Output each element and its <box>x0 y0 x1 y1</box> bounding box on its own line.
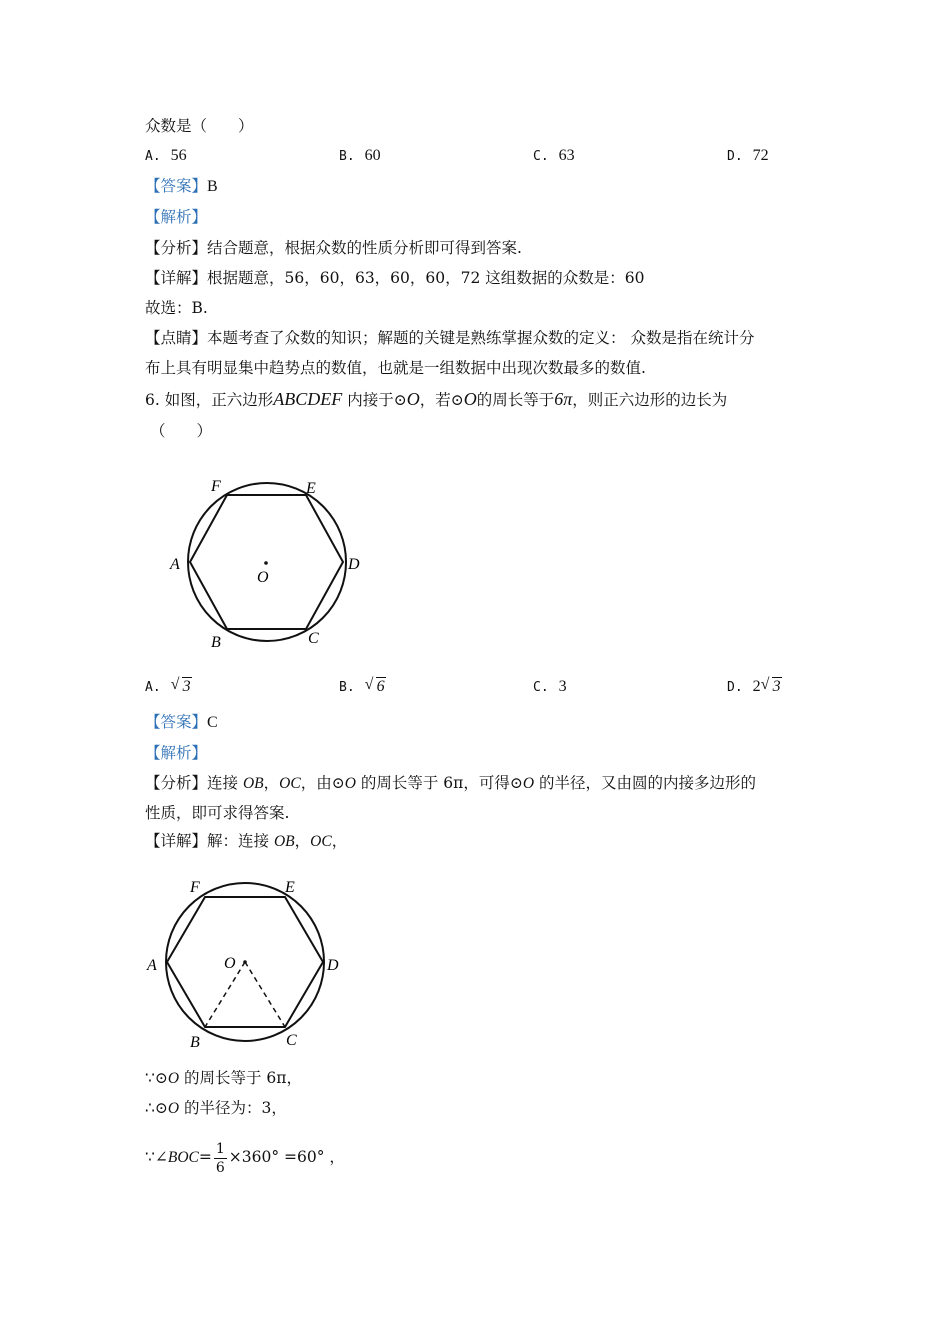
label-e-2: E <box>285 879 295 896</box>
q6-analysis-tag: 【解析】 <box>145 744 208 762</box>
label-b-2: B <box>190 1034 200 1051</box>
q6-step3: ∵∠BOC= $\frac{1}{6}$ ×360° =60° ， <box>145 1140 345 1176</box>
label-f-2: F <box>190 879 200 896</box>
q5-option-d: D. 72 <box>727 147 769 164</box>
q6-option-b: B. √ 6 <box>339 676 385 695</box>
q6-step2: ∴⊙O 的半径为：3， <box>145 1099 287 1117</box>
label-a-2: A <box>147 957 157 974</box>
q5-xiangjie: 【详解】根据题意，56，60，63，60，60，72 这组数据的众数是：60 <box>145 269 645 287</box>
fraction-one-sixth: $\frac{1}{6}$ <box>215 1140 225 1176</box>
q5-fenxi: 【分析】结合题意，根据众数的性质分析即可得到答案. <box>145 239 522 257</box>
q5-dianjing-line2: 布上具有明显集中趋势点的数值，也就是一组数据中出现次数最多的数值. <box>145 359 646 377</box>
q5-gu-xuan: 故选：B. <box>145 299 208 317</box>
q5-option-c: C. 63 <box>533 147 575 164</box>
label-c-2: C <box>286 1032 297 1049</box>
q6-option-d: D. 2 √ 3 <box>727 676 781 695</box>
label-e: E <box>306 480 316 497</box>
label-d-2: D <box>327 957 339 974</box>
label-o-2: O <box>224 955 236 972</box>
label-c: C <box>308 630 319 647</box>
q5-option-a: A. 56 <box>145 147 187 164</box>
q5-option-b: B. 60 <box>339 147 381 164</box>
q5-answer: 【答案】B <box>145 177 218 195</box>
q5-analysis-tag: 【解析】 <box>145 208 208 226</box>
q6-stem: 6. 如图，正六边形ABCDEF 内接于⊙O，若⊙O的周长等于6π，则正六边形的边长为 <box>145 389 728 409</box>
center-dot-2 <box>243 960 247 964</box>
label-a: A <box>170 556 180 573</box>
center-dot <box>264 561 268 565</box>
segment-oc <box>245 962 285 1027</box>
label-d: D <box>348 556 360 573</box>
q6-figure-solution <box>140 870 355 1055</box>
q6-option-a: A. √ 3 <box>145 676 191 695</box>
q6-answer: 【答案】C <box>145 713 218 731</box>
label-f: F <box>211 478 221 495</box>
q6-fenxi-line2: 性质，即可求得答案. <box>145 804 290 822</box>
q6-option-c: C. 3 <box>533 678 567 695</box>
label-o: O <box>257 569 269 586</box>
q5-stem-tail: 众数是（ ） <box>145 117 254 135</box>
q6-figure-hexagon <box>160 470 370 655</box>
q5-dianjing: 【点睛】本题考查了众数的知识；解题的关键是熟练掌握众数的定义： 众数是指在统计分 <box>145 329 755 347</box>
q6-paren: （ ） <box>150 422 213 440</box>
q6-step1: ∵⊙O 的周长等于 6π， <box>145 1069 302 1087</box>
q6-xiangjie: 【详解】解：连接 OB，OC， <box>145 832 348 850</box>
label-b: B <box>211 634 221 651</box>
q6-fenxi: 【分析】连接 OB，OC，由⊙O 的周长等于 6π，可得⊙O 的半径，又由圆的内接多边形的 <box>145 774 756 792</box>
